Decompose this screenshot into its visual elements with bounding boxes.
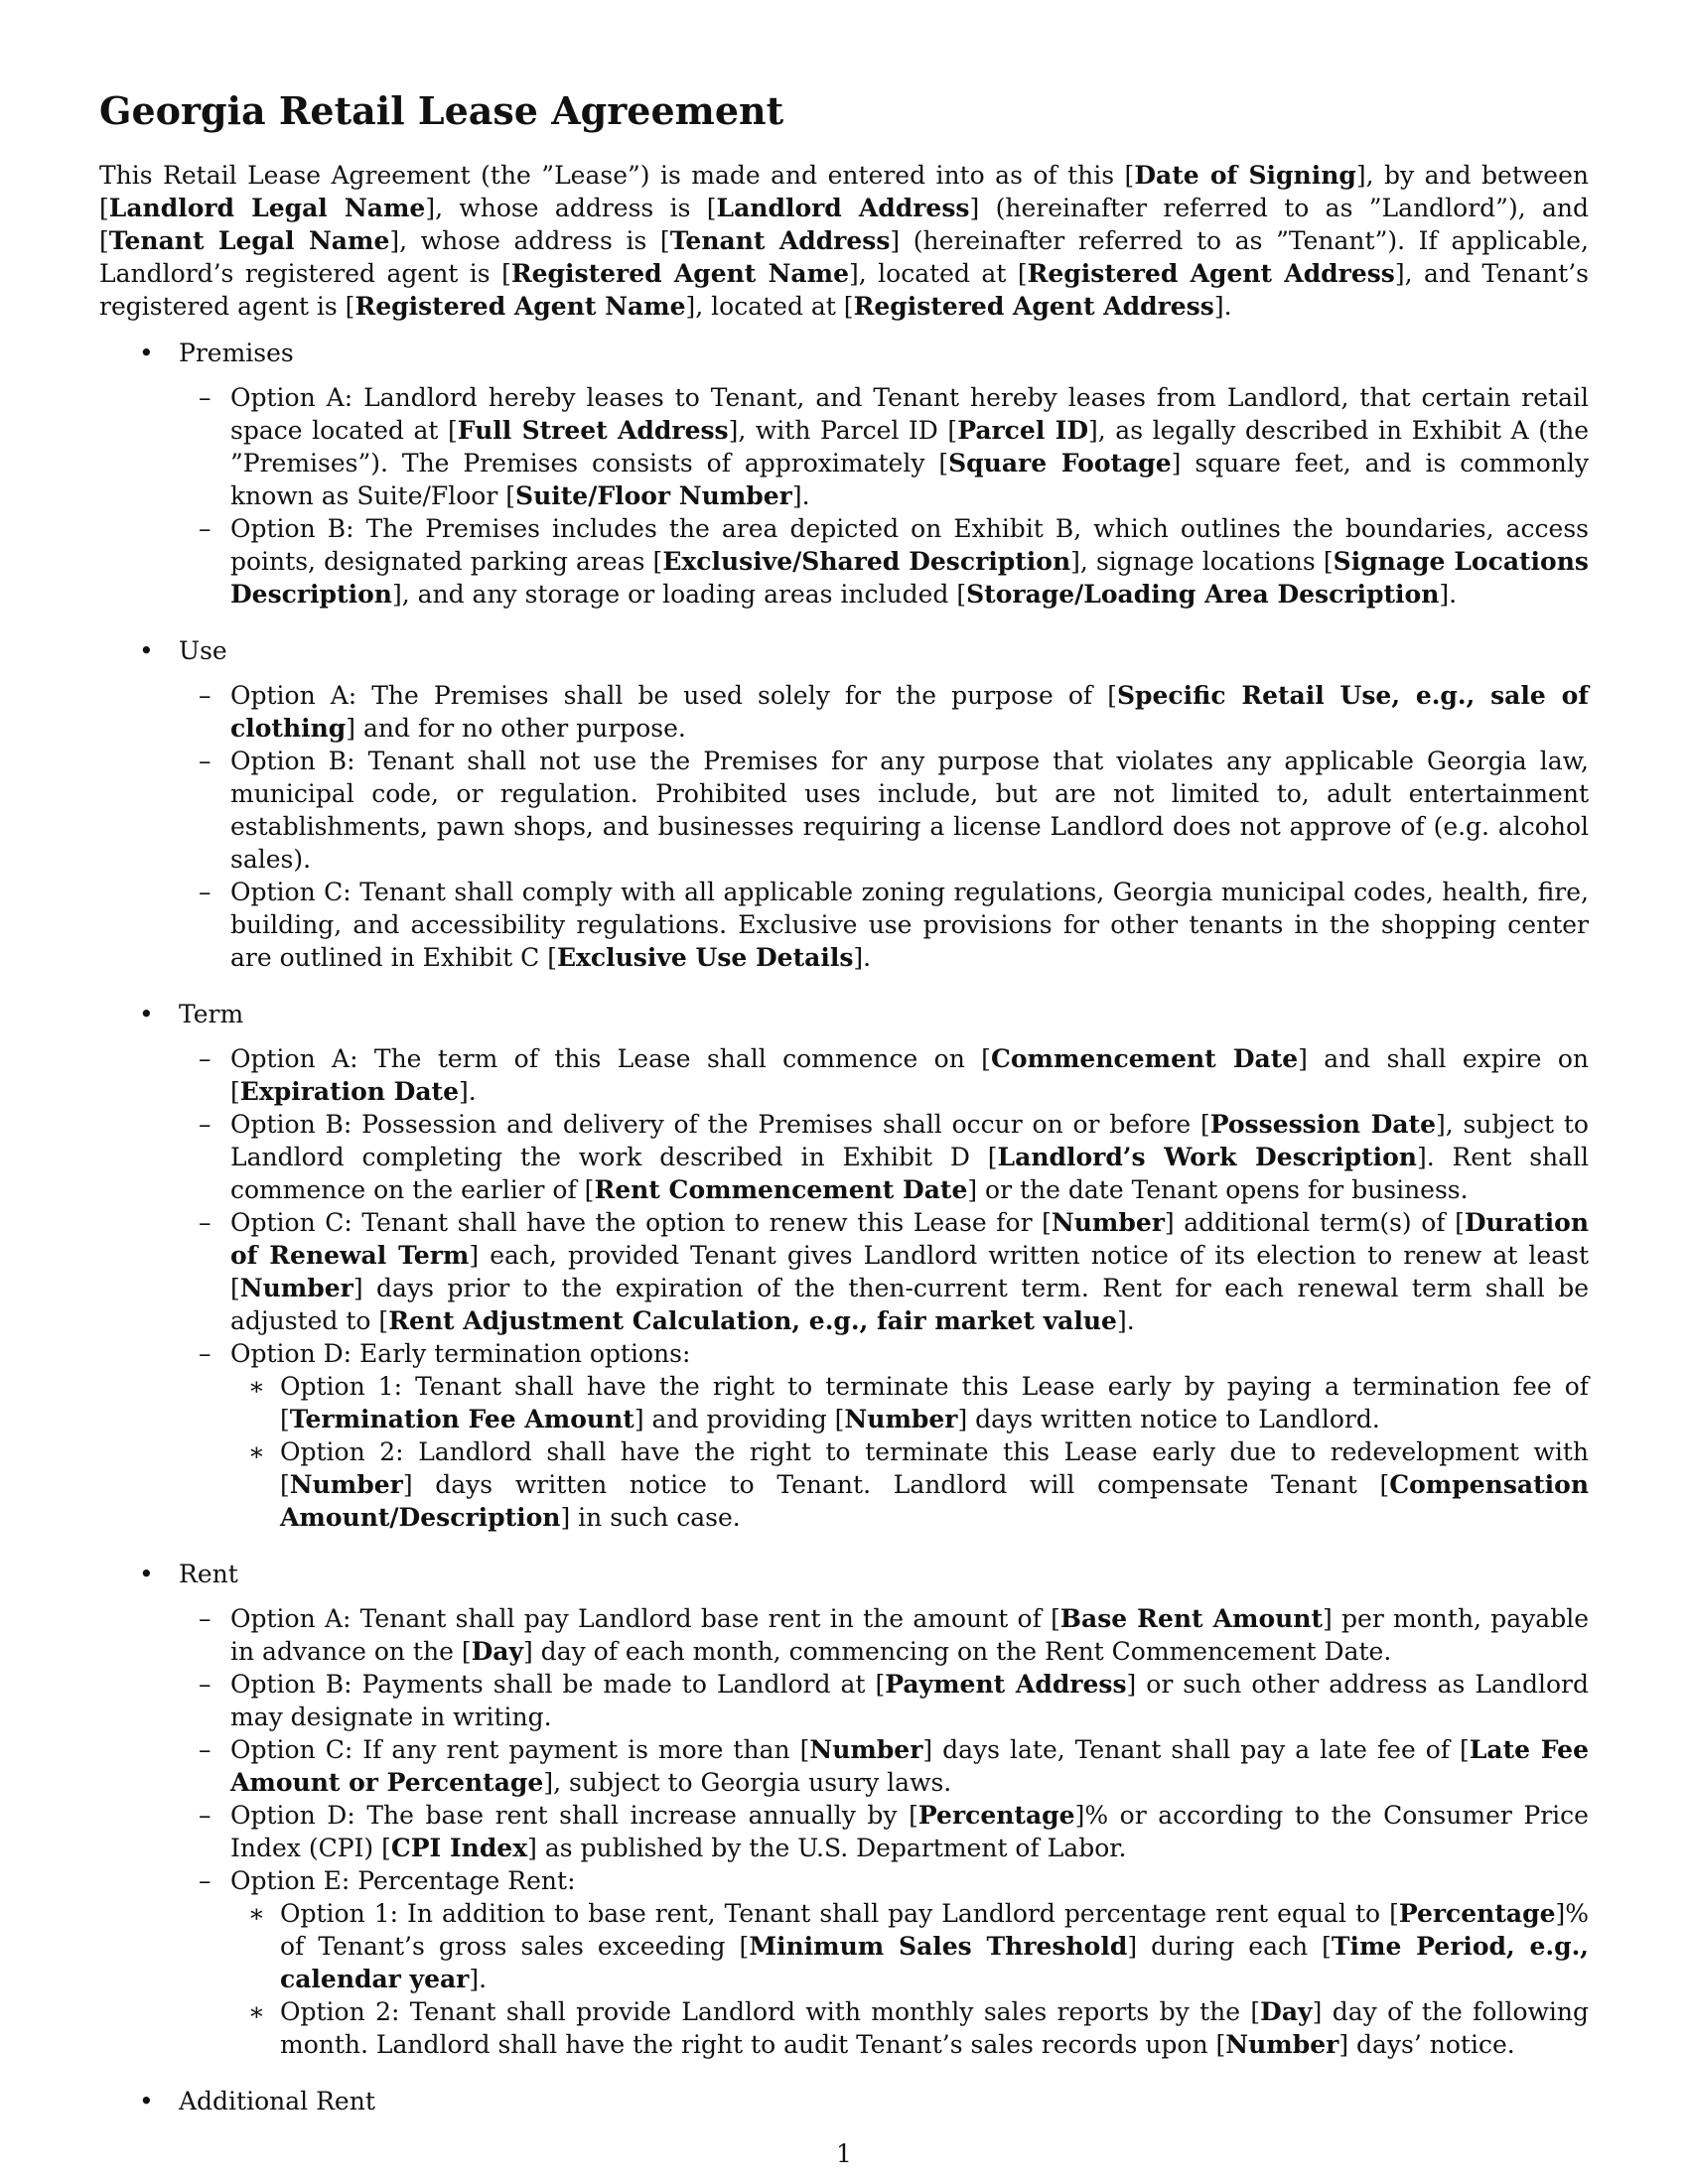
text-run: ] and providing [ [633, 1405, 845, 1433]
placeholder-field: Day [471, 1637, 523, 1666]
section-label: Use [179, 636, 227, 665]
document-page [99, 87, 1589, 2129]
text-run: ]. [791, 481, 810, 510]
placeholder-field: Possession Date [1209, 1110, 1437, 1139]
text-run: Option A: Landlord hereby leases to Tenant, and Tenant hereby leases from Landlord, that certain retail space located at [ [230, 383, 1589, 445]
document-title: Georgia Retail Lease Agreement [99, 88, 784, 133]
dash-icon [199, 1108, 230, 1206]
option-item [199, 1733, 1589, 1799]
text-run: ]. [1213, 292, 1232, 321]
text-run: ] per month, payable in advance on the [ [230, 1604, 1589, 1666]
sub-option-item [248, 1370, 1589, 1435]
placeholder-field: Number [289, 1470, 403, 1499]
section-premises [99, 337, 1589, 624]
placeholder-field: Specific Retail Use, e.g., sale of clothing [230, 681, 1589, 743]
asterisk-icon [248, 1370, 280, 1435]
placeholder-field: Minimum Sales Threshold [749, 1932, 1128, 1961]
dash-icon [199, 381, 230, 512]
text-run: Option C: Tenant shall comply with all applicable zoning regulations, Georgia municipal codes, health, fire, building, and accessibility regulations. Exclusive use provisions for other tenants in the shopping center are outlined in Exhibit C [ [230, 878, 1589, 972]
text-run: ] days written notice to Landlord. [957, 1405, 1380, 1433]
placeholder-field: Number [844, 1405, 958, 1433]
sections-list [99, 337, 1589, 2117]
option-item [199, 876, 1589, 974]
section-gap [99, 974, 1589, 988]
sub-option-text [280, 1995, 1589, 2061]
placeholder-field: Registered Agent Address [1027, 259, 1395, 288]
placeholder-field: Number [239, 1274, 353, 1302]
text-run: ] or the date Tenant opens for business. [967, 1175, 1469, 1204]
text-run: ], subject to Georgia usury laws. [543, 1768, 952, 1797]
text-run: ] days written notice to Tenant. Landlord will compensate Tenant [ [402, 1470, 1390, 1499]
placeholder-field: Percentage [917, 1801, 1075, 1830]
option-item [199, 745, 1589, 876]
dash-icon [199, 1337, 230, 1370]
placeholder-field: Date of Signing [1134, 161, 1356, 190]
option-text [230, 1799, 1589, 1864]
text-run: ] each, provided Tenant gives Landlord written notice of its election to renew at least [ [230, 1241, 1589, 1302]
bullet-icon [99, 634, 179, 667]
option-item [199, 1799, 1589, 1864]
section-label: Additional Rent [179, 2087, 375, 2116]
section-gap [99, 2061, 1589, 2075]
sub-option-text [280, 1897, 1589, 1995]
placeholder-field: Day [1260, 1997, 1313, 2026]
placeholder-field: Suite/Floor Number [515, 481, 792, 510]
placeholder-field: Number [1051, 1208, 1165, 1237]
placeholder-field: Number [1225, 2030, 1339, 2059]
asterisk-icon [248, 1897, 280, 1995]
text-run: ], by and between [ [99, 161, 1589, 222]
option-item [199, 512, 1589, 611]
dash-icon [199, 1042, 230, 1108]
placeholder-field: Full Street Address [457, 416, 729, 445]
text-run: ]. [853, 943, 872, 972]
option-text [230, 745, 1589, 876]
placeholder-field: Duration of Renewal Term [230, 1208, 1589, 1270]
placeholder-field: Parcel ID [957, 416, 1089, 445]
option-text [230, 1337, 1589, 1370]
placeholder-field: Landlord Address [716, 194, 970, 222]
text-run: Option A: The term of this Lease shall commence on [ [230, 1044, 991, 1073]
text-run: ]% of Tenant’s gross sales exceeding [ [280, 1899, 1589, 1961]
placeholder-field: Late Fee Amount or Percentage [230, 1735, 1589, 1797]
option-item [199, 1108, 1589, 1206]
option-item [199, 1042, 1589, 1108]
text-run: Option C: If any rent payment is more than [ [230, 1735, 810, 1764]
placeholder-field: Storage/Loading Area Description [966, 580, 1440, 609]
placeholder-field: Registered Agent Name [510, 259, 849, 288]
text-run: Option A: Tenant shall pay Landlord base rent in the amount of [ [230, 1604, 1060, 1633]
text-run: ], whose address is [ [425, 194, 717, 222]
text-run: ], with Parcel ID [ [728, 416, 958, 445]
text-run: ]. [459, 1077, 477, 1106]
option-text [230, 1733, 1589, 1799]
text-run: Option E: Percentage Rent: [230, 1866, 576, 1895]
text-run: ] day of each month, commencing on the Rent Commencement Date. [522, 1637, 1392, 1666]
text-run: ], signage locations [ [1070, 547, 1334, 576]
text-run: ] days prior to the expiration of the then-current term. Rent for each renewal term shall be adjusted to [ [230, 1274, 1589, 1335]
text-run: This Retail Lease Agreement (the ”Lease”) is made and entered into as of this [ [99, 161, 1135, 190]
sub-option-text [280, 1370, 1589, 1435]
text-run: ] in such case. [560, 1503, 741, 1532]
text-run: ] during each [ [1127, 1932, 1332, 1961]
dash-icon [199, 1799, 230, 1864]
section-gap [99, 1534, 1589, 1548]
dash-icon [199, 1602, 230, 1668]
bullet-icon [99, 337, 179, 369]
option-text [230, 512, 1589, 611]
option-text [230, 1042, 1589, 1108]
placeholder-field: Tenant Legal Name [108, 226, 390, 255]
text-run: Option B: The Premises includes the area depicted on Exhibit B, which outlines the boundaries, access points, designated parking areas [ [230, 514, 1589, 576]
placeholder-field: Commencement Date [990, 1044, 1299, 1073]
placeholder-field: Base Rent Amount [1059, 1604, 1324, 1633]
text-run: ], located at [ [685, 292, 854, 321]
option-item [199, 679, 1589, 745]
sub-option-item [248, 1995, 1589, 2061]
text-run: Option D: The base rent shall increase annually by [ [230, 1801, 918, 1830]
placeholder-field: Termination Fee Amount [289, 1405, 634, 1433]
placeholder-field: Square Footage [948, 449, 1172, 478]
text-run: Option B: Possession and delivery of the Premises shall occur on or before [ [230, 1110, 1210, 1139]
option-text [230, 679, 1589, 745]
option-text [230, 876, 1589, 974]
text-run: ] days late, Tenant shall pay a late fee of [ [922, 1735, 1470, 1764]
placeholder-field: Payment Address [885, 1670, 1127, 1699]
option-item [199, 1602, 1589, 1668]
dash-icon [199, 679, 230, 745]
dash-icon [199, 512, 230, 611]
placeholder-field: CPI Index [390, 1834, 528, 1862]
text-run: ] and for no other purpose. [346, 714, 686, 743]
sub-option-item [248, 1897, 1589, 1995]
placeholder-field: Signage Locations Description [230, 547, 1589, 609]
section-heading [99, 998, 1589, 1030]
text-run: ], located at [ [848, 259, 1028, 288]
text-run: Option C: Tenant shall have the option to renew this Lease for [ [230, 1208, 1052, 1237]
placeholder-field: Compensation Amount/Description [280, 1470, 1589, 1532]
asterisk-icon [248, 1995, 280, 2061]
text-run: Option 2: Tenant shall provide Landlord with monthly sales reports by the [ [280, 1997, 1261, 2026]
dash-icon [199, 745, 230, 876]
text-run: ] and shall expire on [ [230, 1044, 1589, 1106]
section-rent [99, 1558, 1589, 2075]
text-run: ] day of the following month. Landlord shall have the right to audit Tenant’s sales records upon [ [280, 1997, 1589, 2059]
option-item [199, 381, 1589, 512]
placeholder-field: Registered Agent Name [354, 292, 686, 321]
text-run: ], and any storage or loading areas included [ [391, 580, 967, 609]
text-run: ], subject to Landlord completing the work described in Exhibit D [ [230, 1110, 1589, 1171]
intro-paragraph [99, 159, 1589, 323]
option-item [199, 1864, 1589, 1897]
text-run: Option 1: In addition to base rent, Tenant shall pay Landlord percentage rent equal to [ [280, 1899, 1399, 1928]
page-number: 1 [836, 2139, 852, 2168]
asterisk-icon [248, 1435, 280, 1534]
text-run: ] (hereinafter referred to as ”Tenant”). If applicable, Landlord’s registered agent is [ [99, 226, 1589, 288]
section-heading [99, 1558, 1589, 1590]
text-run: ] days’ notice. [1338, 2030, 1515, 2059]
text-run: ] additional term(s) of [ [1164, 1208, 1465, 1237]
dash-icon [199, 876, 230, 974]
placeholder-field: Tenant Address [669, 226, 891, 255]
text-run: ], as legally described in Exhibit A (the ”Premises”). The Premises consists of approximately [ [230, 416, 1589, 478]
section-label: Term [179, 1000, 244, 1028]
option-text [230, 1602, 1589, 1668]
placeholder-field: Number [809, 1735, 923, 1764]
placeholder-field: Landlord’s Work Description [997, 1143, 1417, 1171]
option-text [230, 1108, 1589, 1206]
placeholder-field: Exclusive Use Details [556, 943, 854, 972]
option-item [199, 1206, 1589, 1337]
section-gap [99, 611, 1589, 624]
placeholder-field: Exclusive/Shared Description [662, 547, 1071, 576]
dash-icon [199, 1668, 230, 1733]
bullet-icon [99, 998, 179, 1030]
placeholder-field: Landlord Legal Name [108, 194, 426, 222]
text-run: Option B: Payments shall be made to Landlord at [ [230, 1670, 886, 1699]
section-heading [99, 634, 1589, 667]
text-run: ], and Tenant’s registered agent is [ [99, 259, 1589, 321]
text-run: Option 1: Tenant shall have the right to terminate this Lease early by paying a termination fee of [ [280, 1372, 1589, 1433]
bullet-icon [99, 1558, 179, 1590]
text-run: Option 2: Landlord shall have the right to terminate this Lease early due to redevelopment with [ [280, 1437, 1589, 1499]
option-item [199, 1668, 1589, 1733]
text-run: ]% or according to the Consumer Price Index (CPI) [ [230, 1801, 1589, 1862]
placeholder-field: Time Period, e.g., calendar year [280, 1932, 1590, 1993]
text-run: ]. Rent shall commence on the earlier of [ [230, 1143, 1590, 1204]
text-run: ]. [1439, 580, 1458, 609]
text-run: ] as published by the U.S. Department of Labor. [527, 1834, 1127, 1862]
option-text [230, 1864, 1589, 1897]
placeholder-field: Percentage [1398, 1899, 1556, 1928]
dash-icon [199, 1206, 230, 1337]
text-run: ] or such other address as Landlord may designate in writing. [230, 1670, 1589, 1731]
section-label: Rent [179, 1560, 238, 1588]
text-run: ]. [469, 1965, 488, 1993]
placeholder-field: Rent Commencement Date [594, 1175, 968, 1204]
text-run: Option A: The Premises shall be used solely for the purpose of [ [230, 681, 1117, 710]
option-item [199, 1337, 1589, 1370]
option-text [230, 1668, 1589, 1733]
text-run: ], whose address is [ [389, 226, 670, 255]
text-run: ] (hereinafter referred to as ”Landlord”), and [ [99, 194, 1590, 255]
text-run: ]. [1116, 1306, 1135, 1335]
option-text [230, 381, 1589, 512]
placeholder-field: Registered Agent Address [853, 292, 1214, 321]
text-run: ] square feet, and is commonly known as Suite/Floor [ [230, 449, 1589, 510]
dash-icon [199, 1733, 230, 1799]
text-run: Option B: Tenant shall not use the Premises for any purpose that violates any applicable Georgia law, municipal code, or regulation. Prohibited uses include, but are not limited to, adult entertainment establishments, pawn shops, and businesses requiring a license Landlord does not approve of (e.g. alcohol sales). [230, 747, 1589, 874]
placeholder-field: Rent Adjustment Calculation, e.g., fair market value [388, 1306, 1117, 1335]
sub-option-text [280, 1435, 1589, 1534]
section-term [99, 998, 1589, 1548]
option-text [230, 1206, 1589, 1337]
section-additional-rent [99, 2085, 1589, 2117]
section-heading [99, 2085, 1589, 2117]
section-label: Premises [179, 339, 294, 367]
section-use [99, 634, 1589, 988]
placeholder-field: Expiration Date [239, 1077, 460, 1106]
section-heading [99, 337, 1589, 369]
text-run: Option D: Early termination options: [230, 1339, 691, 1368]
bullet-icon [99, 2085, 179, 2117]
dash-icon [199, 1864, 230, 1897]
sub-option-item [248, 1435, 1589, 1534]
